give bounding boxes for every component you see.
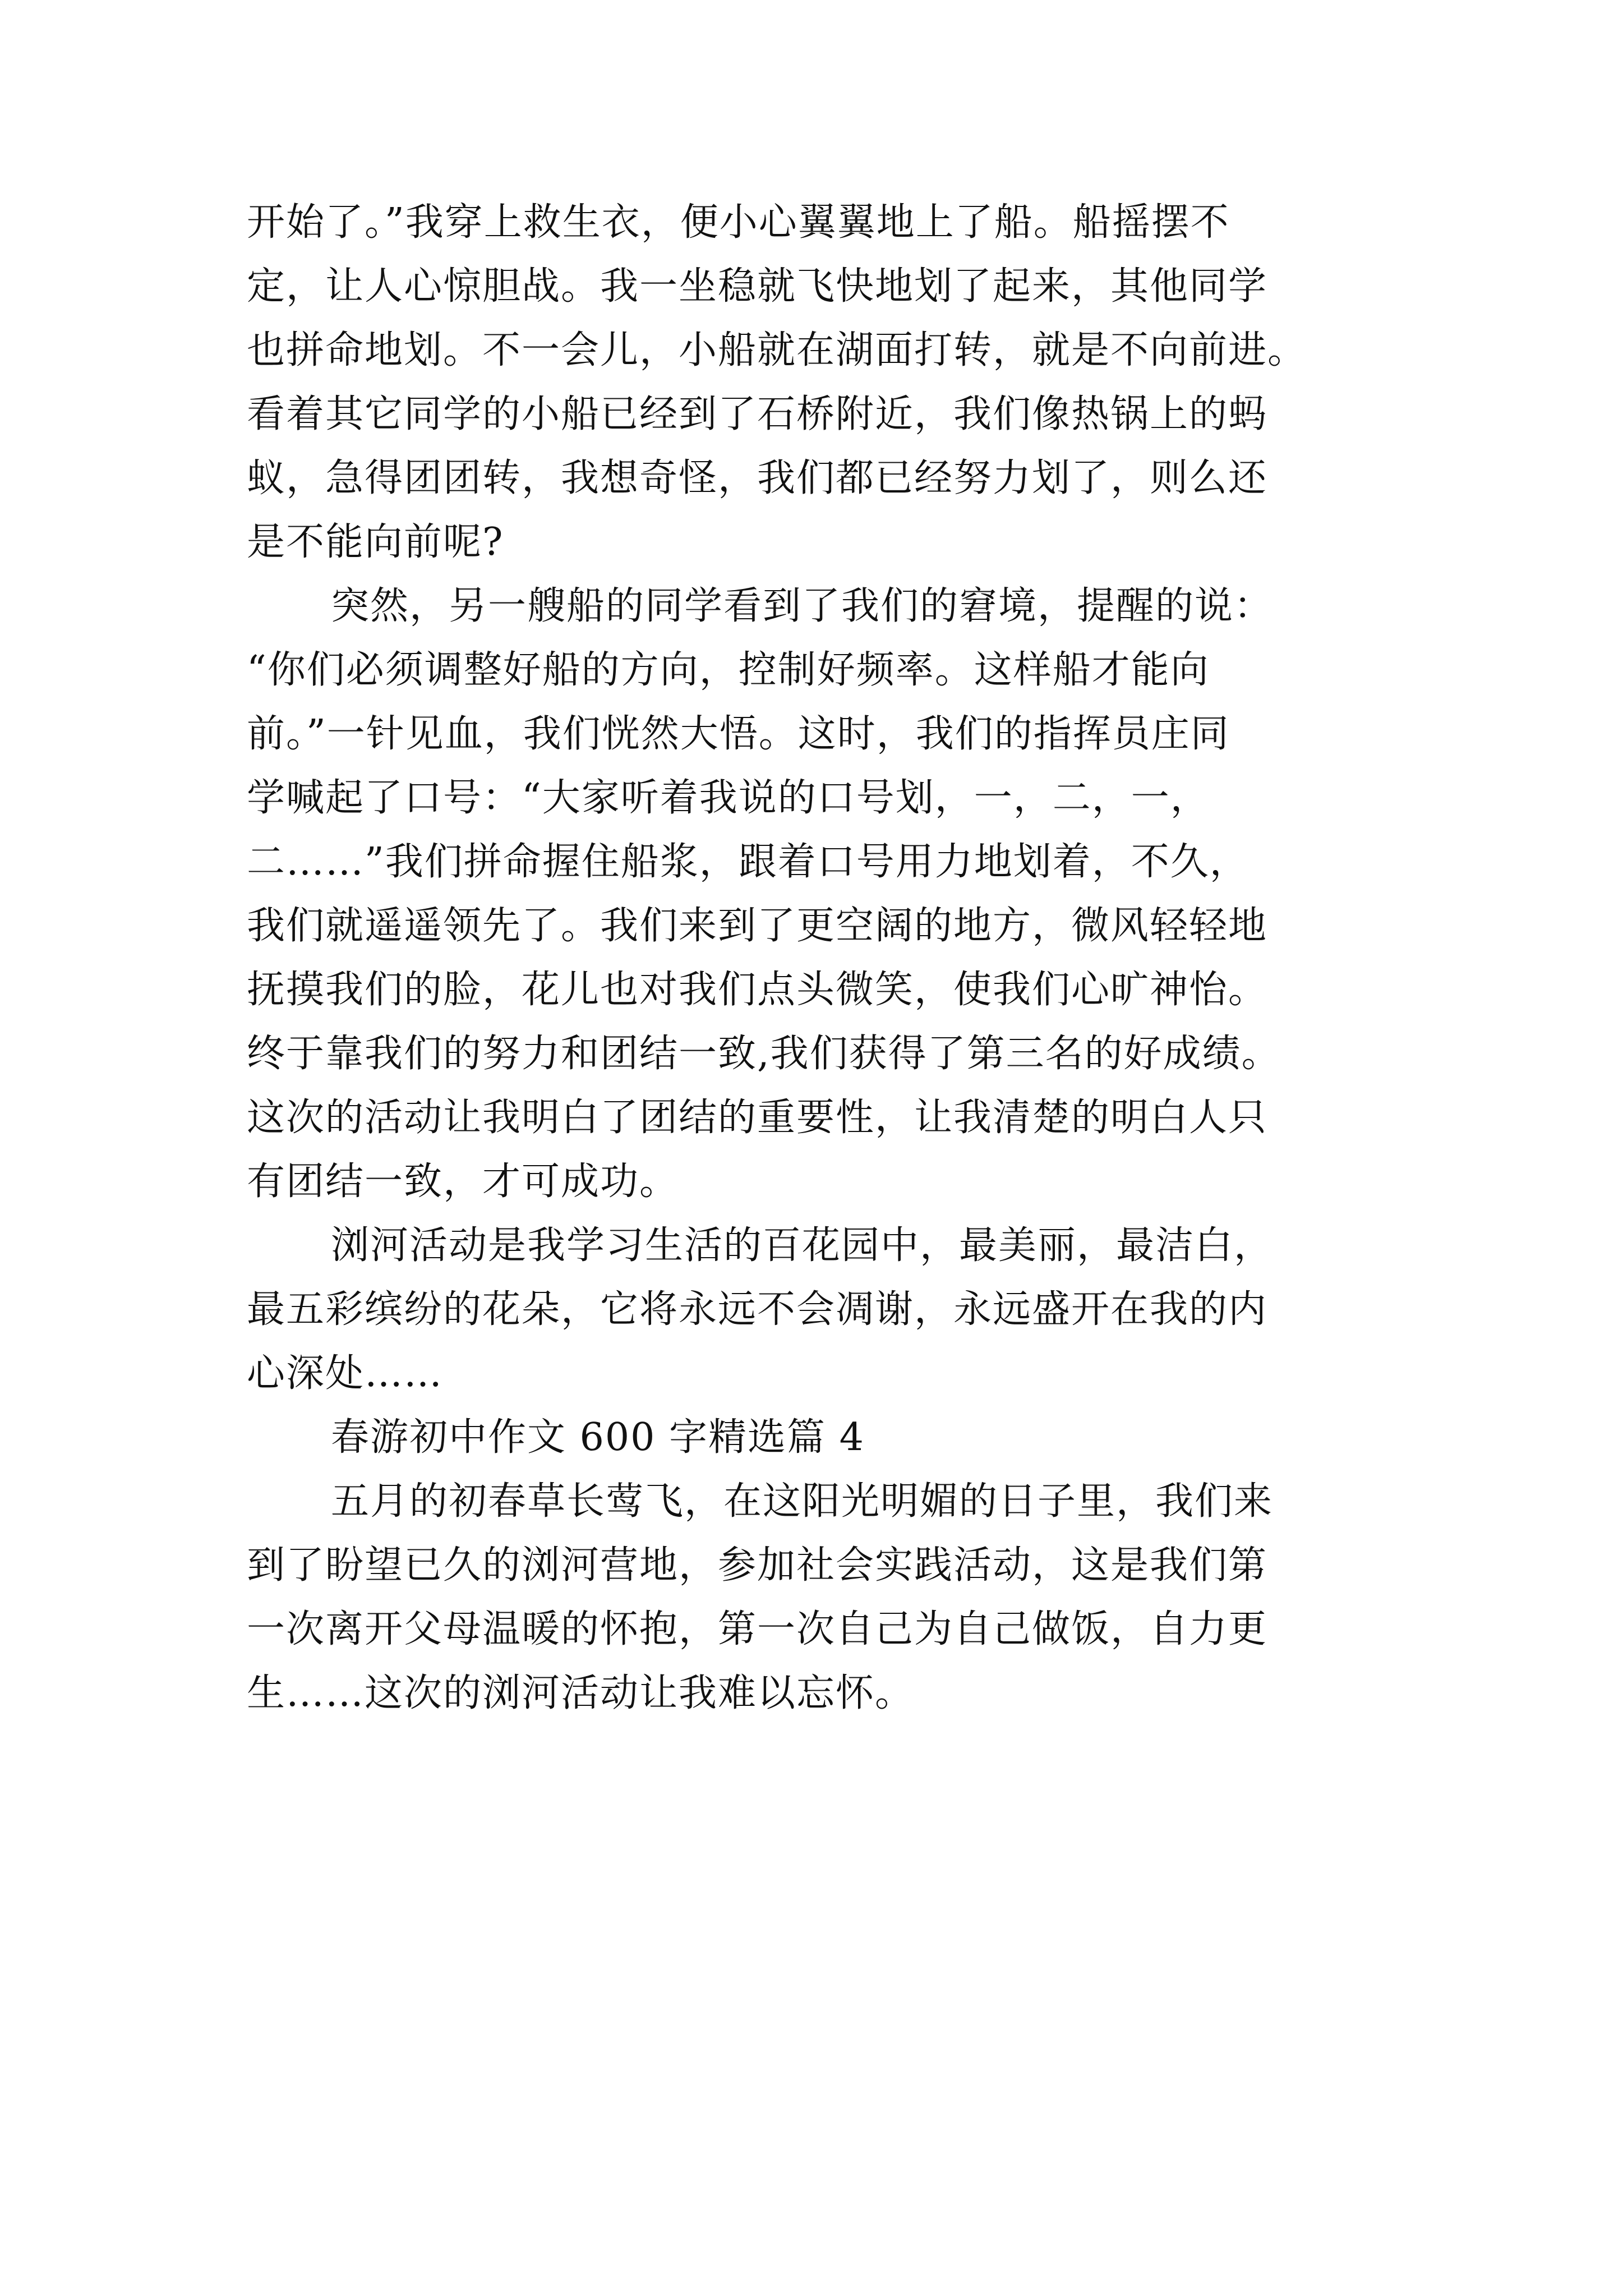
text-line: 有团结一致，才可成功。 xyxy=(247,1159,679,1204)
text-line: 前。”一针见血，我们恍然大悟。这时，我们的指挥员庄同 xyxy=(247,712,1230,756)
text-line: 蚁，急得团团转，我想奇怪，我们都已经努力划了，则么还 xyxy=(247,456,1268,500)
text-line: 也拼命地划。不一会儿，小船就在湖面打转，就是不向前进。 xyxy=(247,328,1307,372)
text-line: 最五彩缤纷的花朵，它将永远不会凋谢，永远盛开在我的内 xyxy=(247,1287,1268,1332)
text-line: 一次离开父母温暖的怀抱，第一次自己为自己做饭，自力更 xyxy=(247,1607,1268,1651)
paragraph-start-line: 五月的初春草长莺飞，在这阳光明媚的日子里，我们来 xyxy=(331,1479,1274,1524)
paragraph-start-line: 浏河活动是我学习生活的百花园中，最美丽，最洁白， xyxy=(331,1223,1274,1268)
text-line: 心深处…… xyxy=(247,1351,444,1396)
text-line: “你们必须调整好船的方向，控制好频率。这样船才能向 xyxy=(247,648,1210,692)
text-line: 我们就遥遥领先了。我们来到了更空阔的地方，微风轻轻地 xyxy=(247,904,1268,948)
body-text xyxy=(247,191,1396,1726)
text-line: 开始了。”我穿上救生衣，便小心翼翼地上了船。船摇摆不 xyxy=(247,200,1230,245)
text-line: 学喊起了口号：“大家听着我说的口号划，一，二，一， xyxy=(247,776,1210,820)
text-line: 二……”我们拼命握住船浆，跟着口号用力地划着，不久， xyxy=(247,840,1249,884)
text-line: 生……这次的浏河活动让我难以忘怀。 xyxy=(247,1671,915,1715)
text-line: 是不能向前呢? xyxy=(247,520,504,564)
text-line: 抚摸我们的脸，花儿也对我们点头微笑，使我们心旷神怡。 xyxy=(247,968,1268,1012)
paragraph-start-line: 突然，另一艘船的同学看到了我们的窘境，提醒的说： xyxy=(331,584,1274,628)
text-line: 定，让人心惊胆战。我一坐稳就飞快地划了起来，其他同学 xyxy=(247,264,1268,309)
text-line: 终于靠我们的努力和团结一致,我们获得了第三名的好成绩。 xyxy=(247,1032,1281,1076)
text-line: 到了盼望已久的浏河营地，参加社会实践活动，这是我们第 xyxy=(247,1543,1268,1588)
section-heading: 春游初中作文 600 字精选篇 4 xyxy=(331,1415,865,1460)
text-line: 看着其它同学的小船已经到了石桥附近，我们像热锅上的蚂 xyxy=(247,392,1268,436)
text-line: 这次的活动让我明白了团结的重要性，让我清楚的明白人只 xyxy=(247,1096,1268,1140)
